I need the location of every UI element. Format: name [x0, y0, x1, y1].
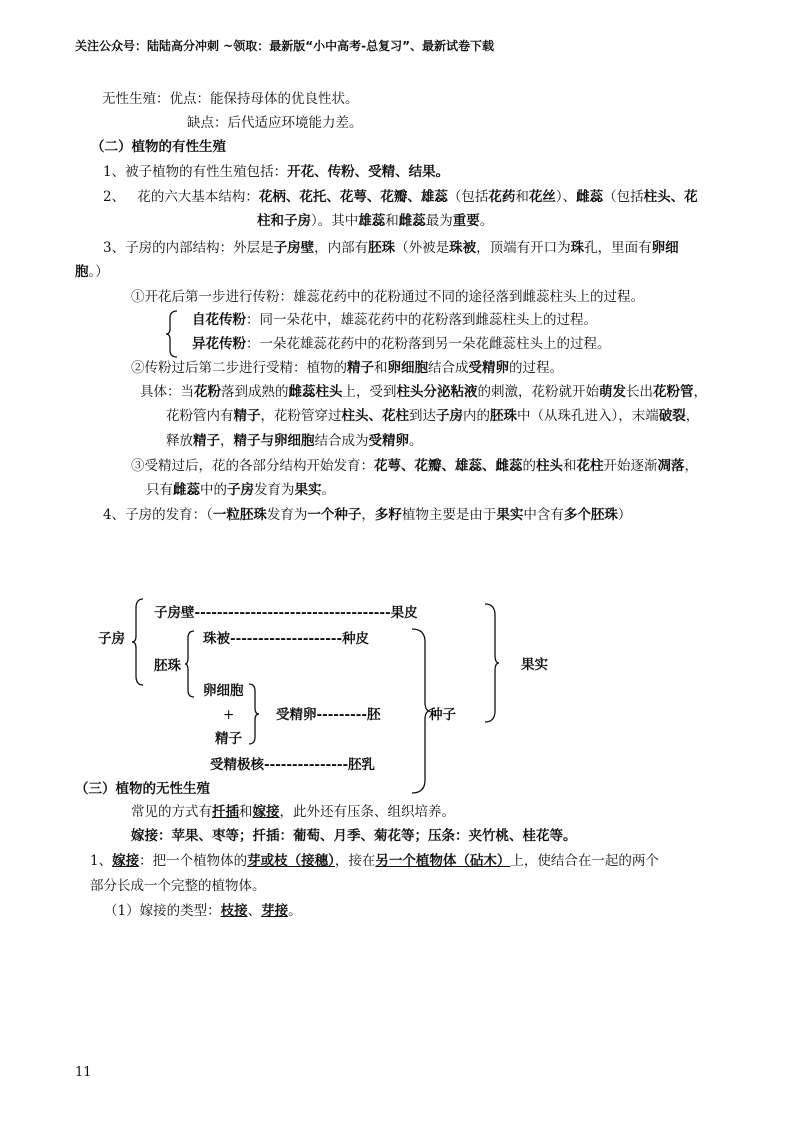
p2-text-c: （包括	[447, 189, 489, 205]
dv-a: ③受精过后，花的各部分结构开始发育：	[131, 458, 374, 474]
dv-l: 中的	[200, 482, 227, 498]
p4-g: 植物主要是由于	[401, 507, 497, 523]
p4-a: 4、子房的发育：（	[103, 507, 213, 523]
p4-e: ，	[361, 507, 375, 523]
asexual-pros: 无性生殖：优点：能保持母体的优良性状。	[102, 91, 359, 107]
paragraph-3-line1	[103, 239, 679, 257]
polar-row	[210, 756, 375, 774]
brace-path	[132, 599, 143, 685]
p4-c: 发育为	[266, 507, 308, 523]
detail-line2	[166, 407, 699, 425]
gr-k: 、	[247, 903, 262, 919]
p4-i: 中含有	[523, 507, 564, 523]
p2-bold-j: 柱头、花	[643, 189, 698, 205]
brace-path	[185, 631, 194, 697]
p2-text-n2: 和	[385, 213, 399, 229]
dv-n: 发育为	[254, 482, 295, 498]
plus-sign: +	[223, 707, 235, 723]
dv-j: 只有	[146, 482, 173, 498]
p2-text-r: 。	[479, 213, 494, 229]
p2-text-g: ）、	[555, 189, 577, 205]
p2-bold-q: 重要	[452, 213, 480, 229]
ovule-brace	[184, 630, 196, 698]
d1j: 花粉管	[653, 384, 694, 400]
fert-text-c: 和	[374, 360, 388, 376]
p3-bold-b: 子房壁	[273, 240, 315, 256]
d2i: 中（从珠孔进入），末端	[517, 408, 659, 424]
d2g: 内的	[463, 408, 490, 424]
zygote-brace	[247, 683, 261, 745]
seed-coat: 种皮	[342, 631, 370, 647]
p2-bold-o: 雌蕊	[398, 213, 426, 229]
self-pollination-text: ：同一朵花中，雄蕊花药中的花粉落到雌蕊柱头上的过程。	[246, 312, 597, 328]
paragraph-1	[103, 163, 449, 181]
zygote-row	[276, 706, 380, 724]
p3-text-l: 。）	[88, 264, 109, 280]
page-header: 关注公众号：陆陆高分冲刺 ~领取：最新版“小中高考-总复习”、最新试卷下载	[75, 39, 494, 53]
d1g: 的刺激，花粉就开始	[477, 384, 599, 400]
fert-bold-b: 精子	[347, 360, 374, 376]
dv-o: 果实	[294, 482, 322, 498]
section3-title: （三）植物的无性生殖	[75, 781, 210, 797]
paragraph-4	[103, 506, 631, 524]
p2-bold-h: 雌蕊	[576, 189, 604, 205]
d3g: 。	[409, 433, 423, 449]
brace-path	[166, 311, 177, 357]
d1k: ，	[693, 384, 707, 400]
p4-j: 多个胚珠	[563, 507, 618, 523]
d2j: 破裂	[658, 408, 686, 424]
detail-line3	[166, 432, 423, 450]
p3-bold-h: 珠	[570, 240, 585, 256]
d3a: 释放	[166, 433, 193, 449]
dv-p: 。	[321, 482, 335, 498]
p2-text-e: 和	[515, 189, 529, 205]
p1-text: 1、被子植物的有性生殖包括：	[103, 164, 288, 180]
paragraph-3-line2	[75, 263, 109, 281]
ovary-wall-row	[154, 604, 418, 622]
s3-a: 常见的方式有	[131, 804, 212, 820]
p2-bold-k: 柱和子房	[257, 213, 311, 229]
paragraph-2-line2	[257, 212, 493, 230]
develop-line2	[146, 481, 335, 499]
integument-arrow: --------------------	[230, 631, 343, 647]
cross-pollination-label: 异花传粉	[192, 336, 246, 352]
fert-bold-f: 受精卵	[468, 360, 509, 376]
integument: 珠被	[203, 631, 230, 647]
gr-l: 芽接	[261, 903, 289, 919]
dv-m: 子房	[227, 482, 254, 498]
s3-e: ，此外还有压条、组织培养。	[279, 804, 455, 820]
p4-d: 一个种子	[307, 507, 362, 523]
integument-row	[203, 630, 369, 648]
pollination-brace	[165, 310, 179, 358]
zygote: 受精卵	[276, 707, 317, 723]
p4-h: 果实	[496, 507, 524, 523]
d2e: 到达	[409, 408, 436, 424]
section3-examples: 嫁接：苹果、枣等；扦插：葡萄、月季、菊花等；压条：夹竹桃、桂花等。	[131, 828, 577, 844]
p4-k: ）	[617, 507, 632, 523]
dv-e: 和	[563, 458, 577, 474]
paragraph-2-line1	[103, 188, 698, 206]
dv-d: 柱头	[536, 458, 563, 474]
fertilization	[131, 359, 563, 377]
detail-line1	[140, 383, 707, 401]
p3-text-e: （外被是	[395, 240, 450, 256]
sperm: 精子	[215, 731, 242, 747]
p3-bold-f: 珠被	[449, 240, 477, 256]
p3-bold-k: 胞	[75, 264, 89, 280]
pollination-intro: ①开花后第一步进行传粉：雄蕊花药中的花粉通过不同的途径落到雌蕊柱头上的过程。	[131, 289, 644, 305]
d3f: 受精卵	[368, 433, 409, 449]
ovary-wall-arrow: -----------------------------------	[194, 605, 391, 621]
p2-text-a: 花的六大基本结构：	[137, 189, 259, 205]
ovary-label: 子房	[98, 631, 125, 647]
d1a: 具体：当	[140, 384, 194, 400]
s3-d: 嫁接	[252, 804, 280, 820]
p2-bold-f: 花丝	[528, 189, 556, 205]
p1-bold: 开花、传粉、受精、结果。	[287, 164, 450, 180]
fert-text-e: 结合成	[428, 360, 469, 376]
p3-bold-d: 胚珠	[368, 240, 396, 256]
dv-c: 的	[522, 458, 536, 474]
gr-a: 1、	[90, 853, 113, 869]
section2-title: （二）植物的有性生殖	[91, 139, 226, 155]
dv-g: 开始逐渐	[603, 458, 658, 474]
d3c: ，	[220, 433, 234, 449]
p4-b: 一粒胚珠	[212, 507, 267, 523]
d2d: 柱头、花柱	[341, 408, 409, 424]
fert-text-a: ②传粉过后第二步进行受精：植物的	[131, 360, 347, 376]
gr-d: 芽或枝（接穗）	[247, 853, 335, 869]
p3-text-i: 孔，里面有	[584, 240, 652, 256]
d3d: 精子与卵细胞	[233, 433, 315, 449]
d2h: 胚珠	[490, 408, 517, 424]
p2-num: 2、	[103, 189, 126, 205]
dv-i: ，	[684, 458, 698, 474]
gr-j: 枝接	[220, 903, 248, 919]
gr-e: ，接在	[334, 853, 376, 869]
p2-text-p: 最为	[425, 213, 453, 229]
d2c: ，花粉管穿过	[260, 408, 342, 424]
grafting-types	[104, 902, 302, 920]
ovule-label: 胚珠	[154, 658, 181, 674]
brace-path	[485, 604, 499, 722]
pericarp: 果皮	[390, 605, 418, 621]
dv-h: 凋落	[657, 458, 685, 474]
fert-bold-d: 卵细胞	[387, 360, 428, 376]
fruit-label: 果实	[521, 657, 548, 673]
p3-text-c: ，内部有	[314, 240, 369, 256]
p2-bold-d: 花药	[488, 189, 516, 205]
d2a: 花粉管内有	[166, 408, 234, 424]
brace-path	[412, 629, 430, 793]
gr-f: 另一个植物体（砧木）	[375, 853, 511, 869]
grafting-line2: 部分长成一个完整的植物体。	[90, 878, 266, 894]
ovary-brace	[131, 598, 145, 686]
d1f: 柱头分泌粘液	[396, 384, 478, 400]
grafting-line1	[90, 852, 659, 870]
seed-label: 种子	[429, 707, 456, 723]
dv-k: 雌蕊	[173, 482, 200, 498]
polar-arrow: ---------------	[264, 757, 349, 773]
p2-text-i: （包括	[603, 189, 644, 205]
d1b: 花粉	[194, 384, 221, 400]
endosperm: 胚乳	[348, 757, 376, 773]
gr-b: 嫁接	[112, 853, 140, 869]
embryo: 胚	[366, 707, 381, 723]
p3-text-g: ，顶端有开口为	[476, 240, 571, 256]
p4-f: 多籽	[374, 507, 402, 523]
gr-c: ：把一个植物体的	[139, 853, 248, 869]
d2b: 精子	[233, 408, 261, 424]
dv-f: 花柱	[576, 458, 604, 474]
d1h: 萌发	[599, 384, 626, 400]
brace-path	[249, 684, 259, 744]
d2f: 子房	[436, 408, 463, 424]
dv-b: 花萼、花瓣、雄蕊、雌蕊	[374, 458, 523, 474]
zygote-arrow: ---------	[316, 707, 367, 723]
d3e: 结合成为	[314, 433, 369, 449]
d1e: 上，受到	[342, 384, 397, 400]
polar-nuclei: 受精极核	[210, 757, 264, 773]
s3-b: 扦插	[212, 804, 239, 820]
p2-text-l: ）。其中	[311, 213, 359, 229]
d1d: 雌蕊柱头	[288, 384, 343, 400]
d1c: 落到成熟的	[221, 384, 289, 400]
ovary-wall: 子房壁	[154, 605, 195, 621]
p2-bold-m: 雄蕊	[358, 213, 386, 229]
gr-g: 上，使结合在一起的两个	[510, 853, 659, 869]
gr-i: （1）嫁接的类型：	[104, 903, 221, 919]
cross-pollination	[192, 335, 611, 353]
self-pollination	[192, 311, 597, 329]
gr-m: 。	[288, 903, 302, 919]
p2-bold-b: 花柄、花托、花萼、花瓣、雄蕊	[258, 189, 448, 205]
d3b: 精子	[193, 433, 220, 449]
page-number: 11	[75, 1065, 92, 1080]
cross-pollination-text: ：一朵花雄蕊花药中的花粉落到另一朵花雌蕊柱头上的过程。	[246, 336, 611, 352]
d1i: 长出	[626, 384, 653, 400]
s3-c: 和	[239, 804, 253, 820]
p3-bold-j: 卵细	[651, 240, 679, 256]
d2k: ，	[685, 408, 700, 424]
develop-line1	[131, 457, 698, 475]
section3-line1	[131, 803, 455, 821]
self-pollination-label: 自花传粉	[192, 312, 246, 328]
fert-text-g: 的过程。	[509, 360, 563, 376]
p3-text-a: 3、子房的内部结构：外层是	[103, 240, 274, 256]
fruit-brace	[483, 603, 501, 723]
asexual-cons: 缺点：后代适应环境能力差。	[187, 115, 363, 131]
egg-cell: 卵细胞	[203, 683, 244, 699]
